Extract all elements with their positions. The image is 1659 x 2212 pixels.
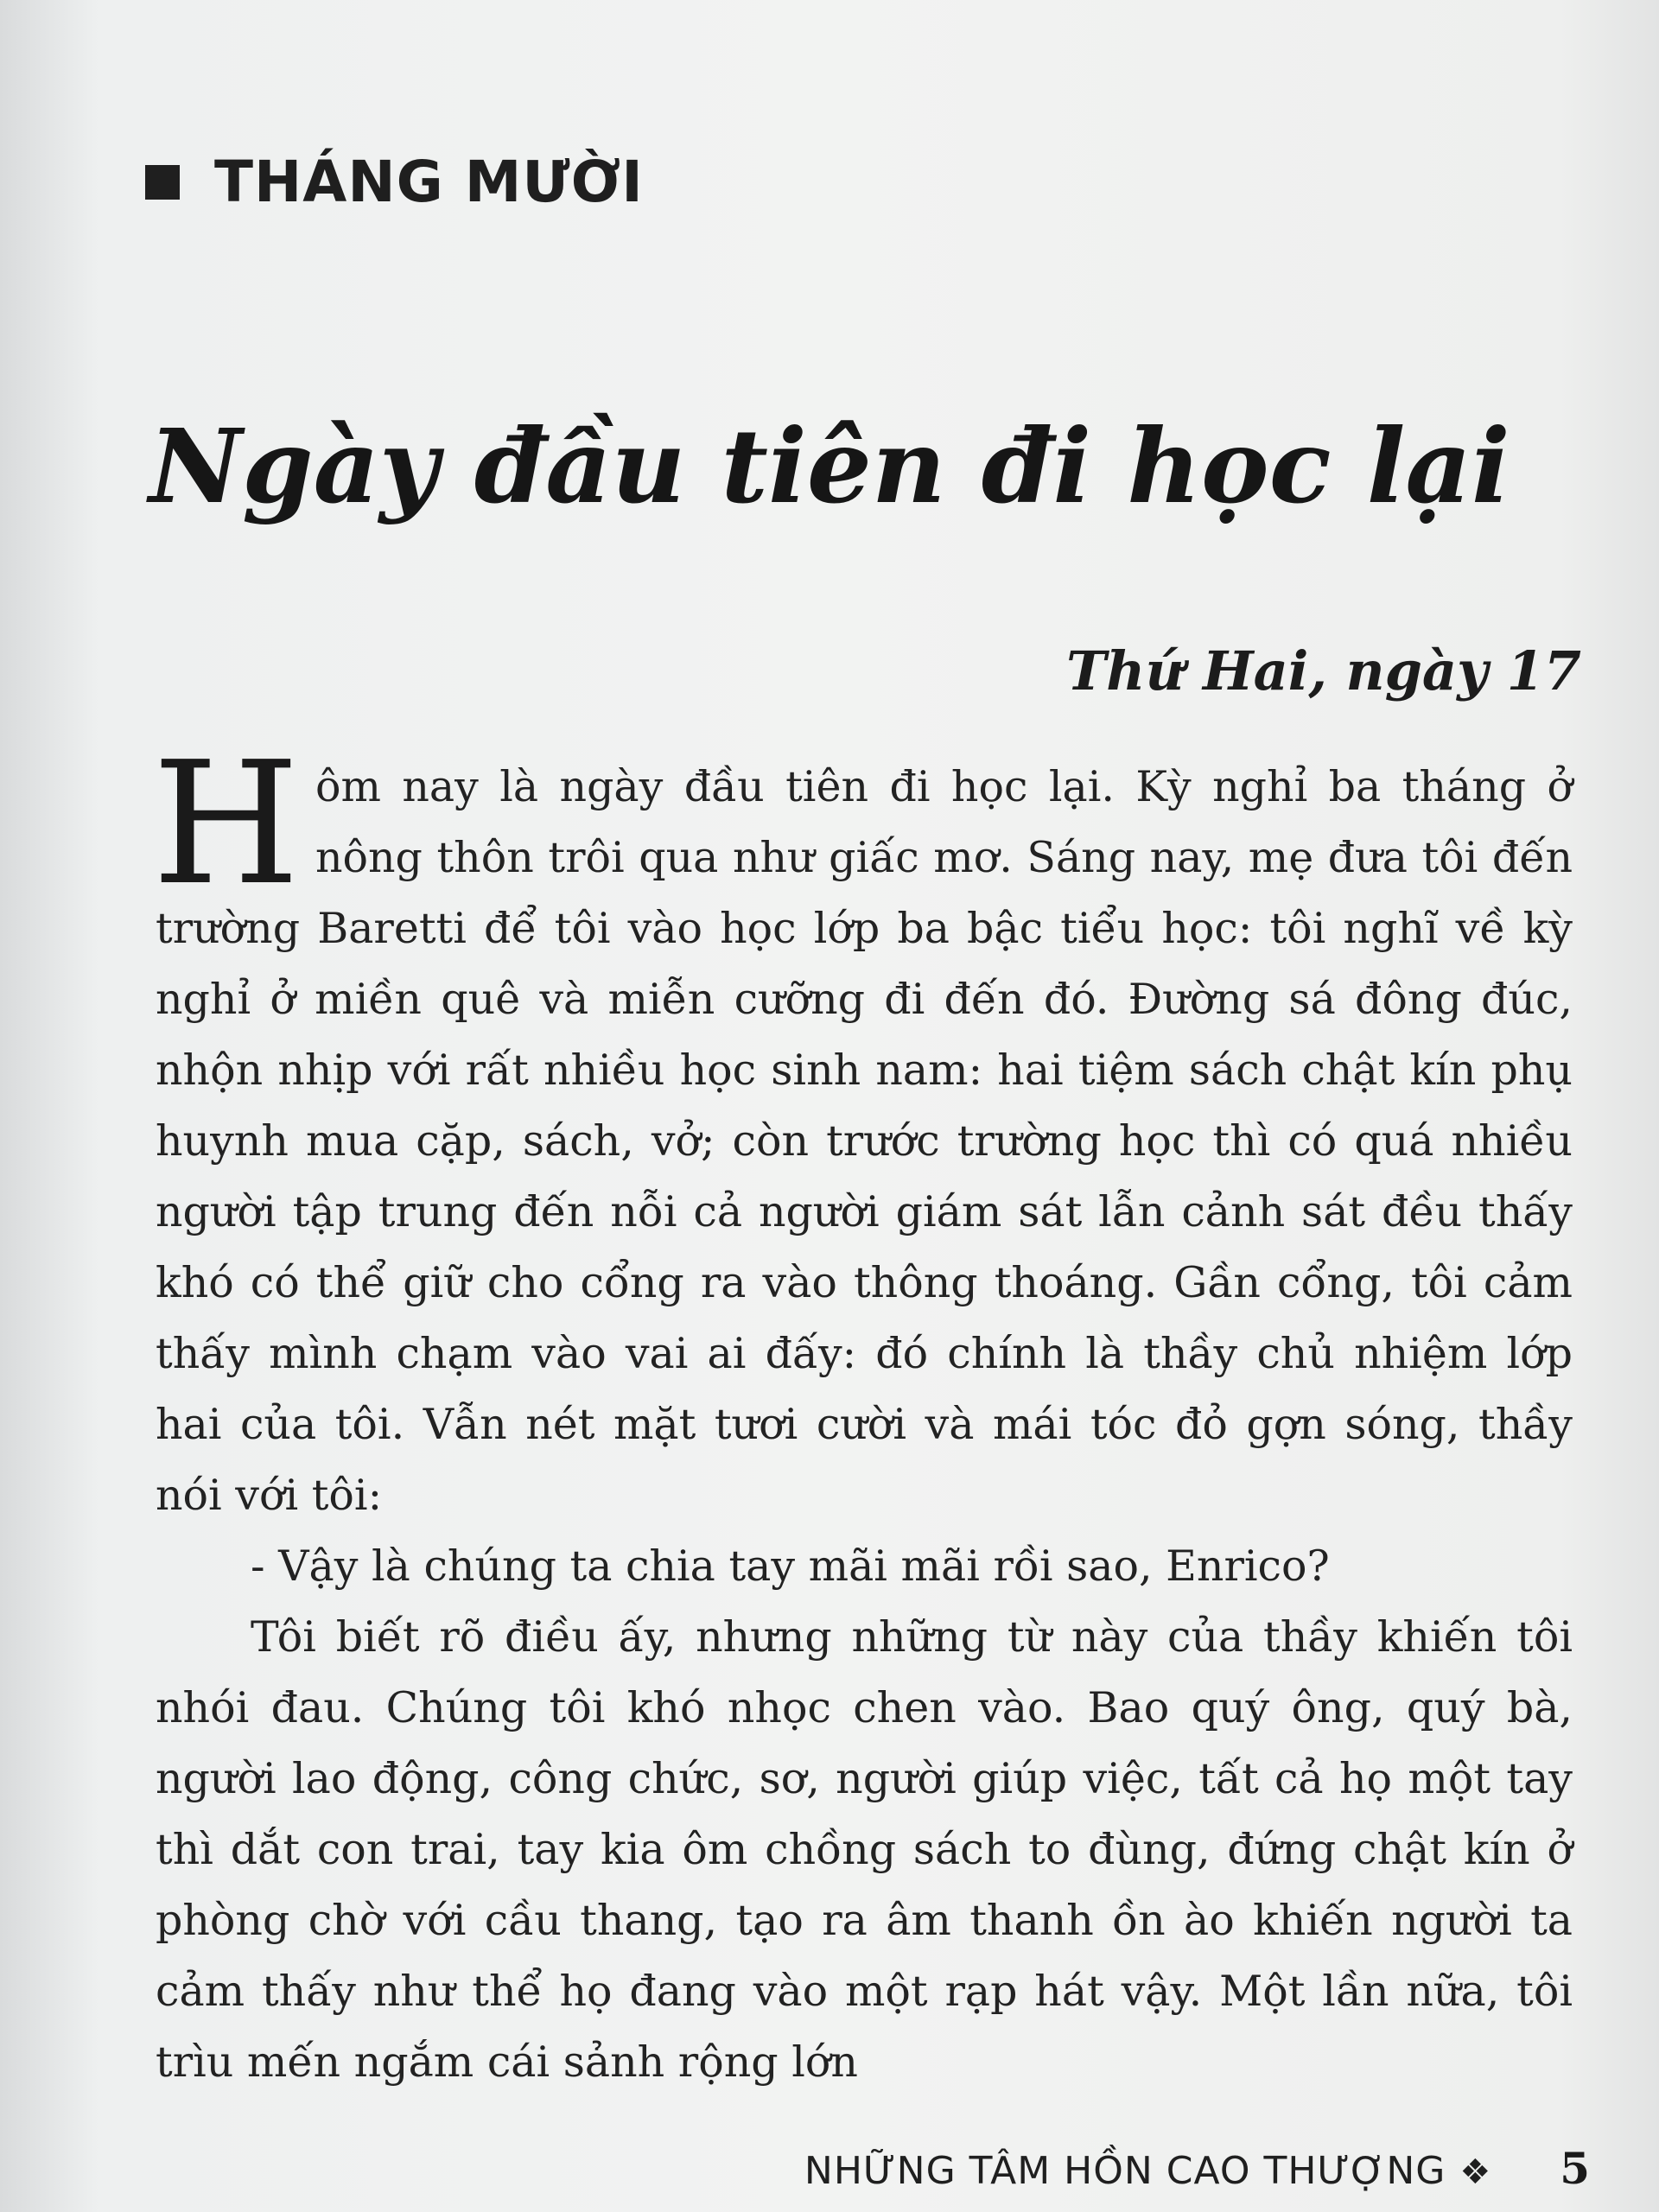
- chapter-title: Ngày đầu tiên đi học lại: [149, 406, 1510, 526]
- paragraph-1: [152, 726, 1573, 1531]
- section-header: [145, 149, 644, 215]
- body-text: [152, 726, 1573, 2098]
- paragraph-1-text: ôm nay là ngày đầu tiên đi học lại. Kỳ nghỉ ba tháng ở nông thôn trôi qua như giấc mơ. Sáng nay, mẹ đưa tôi đến trường Baretti để tôi vào học lớp ba bậc tiểu học: tôi nghĩ về kỳ nghỉ ở miền quê và miễn cưỡng đi đến đó. Đường sá đông đúc, nhộn nhịp với rất nhiều học sinh nam: hai tiệm sách chật kín phụ huynh mua cặp, sách, vở; còn trước trường học thì có quá nhiều người tập trung đến nỗi cả người giám sát lẫn cảnh sát đều thấy khó có thể giữ cho cổng ra vào thông thoáng. Gần cổng, tôi cảm thấy mình chạm vào vai ai đấy: đó chính là thầy chủ nhiệm lớp hai của tôi. Vẫn nét mặt tươi cười và mái tóc đỏ gợn sóng, thầy nói với tôi:: [156, 762, 1573, 1520]
- date-line: Thứ Hai, ngày 17: [1066, 639, 1581, 702]
- square-bullet-icon: [145, 165, 180, 200]
- page-number: 5: [1560, 2143, 1590, 2194]
- footer-book-title: NHỮNG TÂM HỒN CAO THƯỢNG: [804, 2149, 1446, 2193]
- paragraph-2: - Vậy là chúng ta chia tay mãi mãi rồi sao, Enrico?: [251, 1541, 1330, 1591]
- diamond-ornament-icon: ❖: [1459, 2152, 1491, 2192]
- paragraph-3: Tôi biết rõ điều ấy, nhưng những từ này của thầy khiến tôi nhói đau. Chúng tôi khó nhọc chen vào. Bao quý ông, quý bà, người lao động, công chức, sơ, người giúp việc, tất cả họ một tay thì dắt con trai, tay kia ôm chồng sách to đùng, đứng chật kín ở phòng chờ với cầu thang, tạo ra âm thanh ồn ào khiến người ta cảm thấy như thể họ đang vào một rạp hát vậy. Một lần nữa, tôi trìu mến ngắm cái sảnh rộng lớn: [156, 1612, 1573, 2087]
- section-title: THÁNG MƯỜI: [214, 149, 644, 215]
- drop-cap: H: [152, 726, 300, 923]
- page-footer: [804, 2143, 1590, 2194]
